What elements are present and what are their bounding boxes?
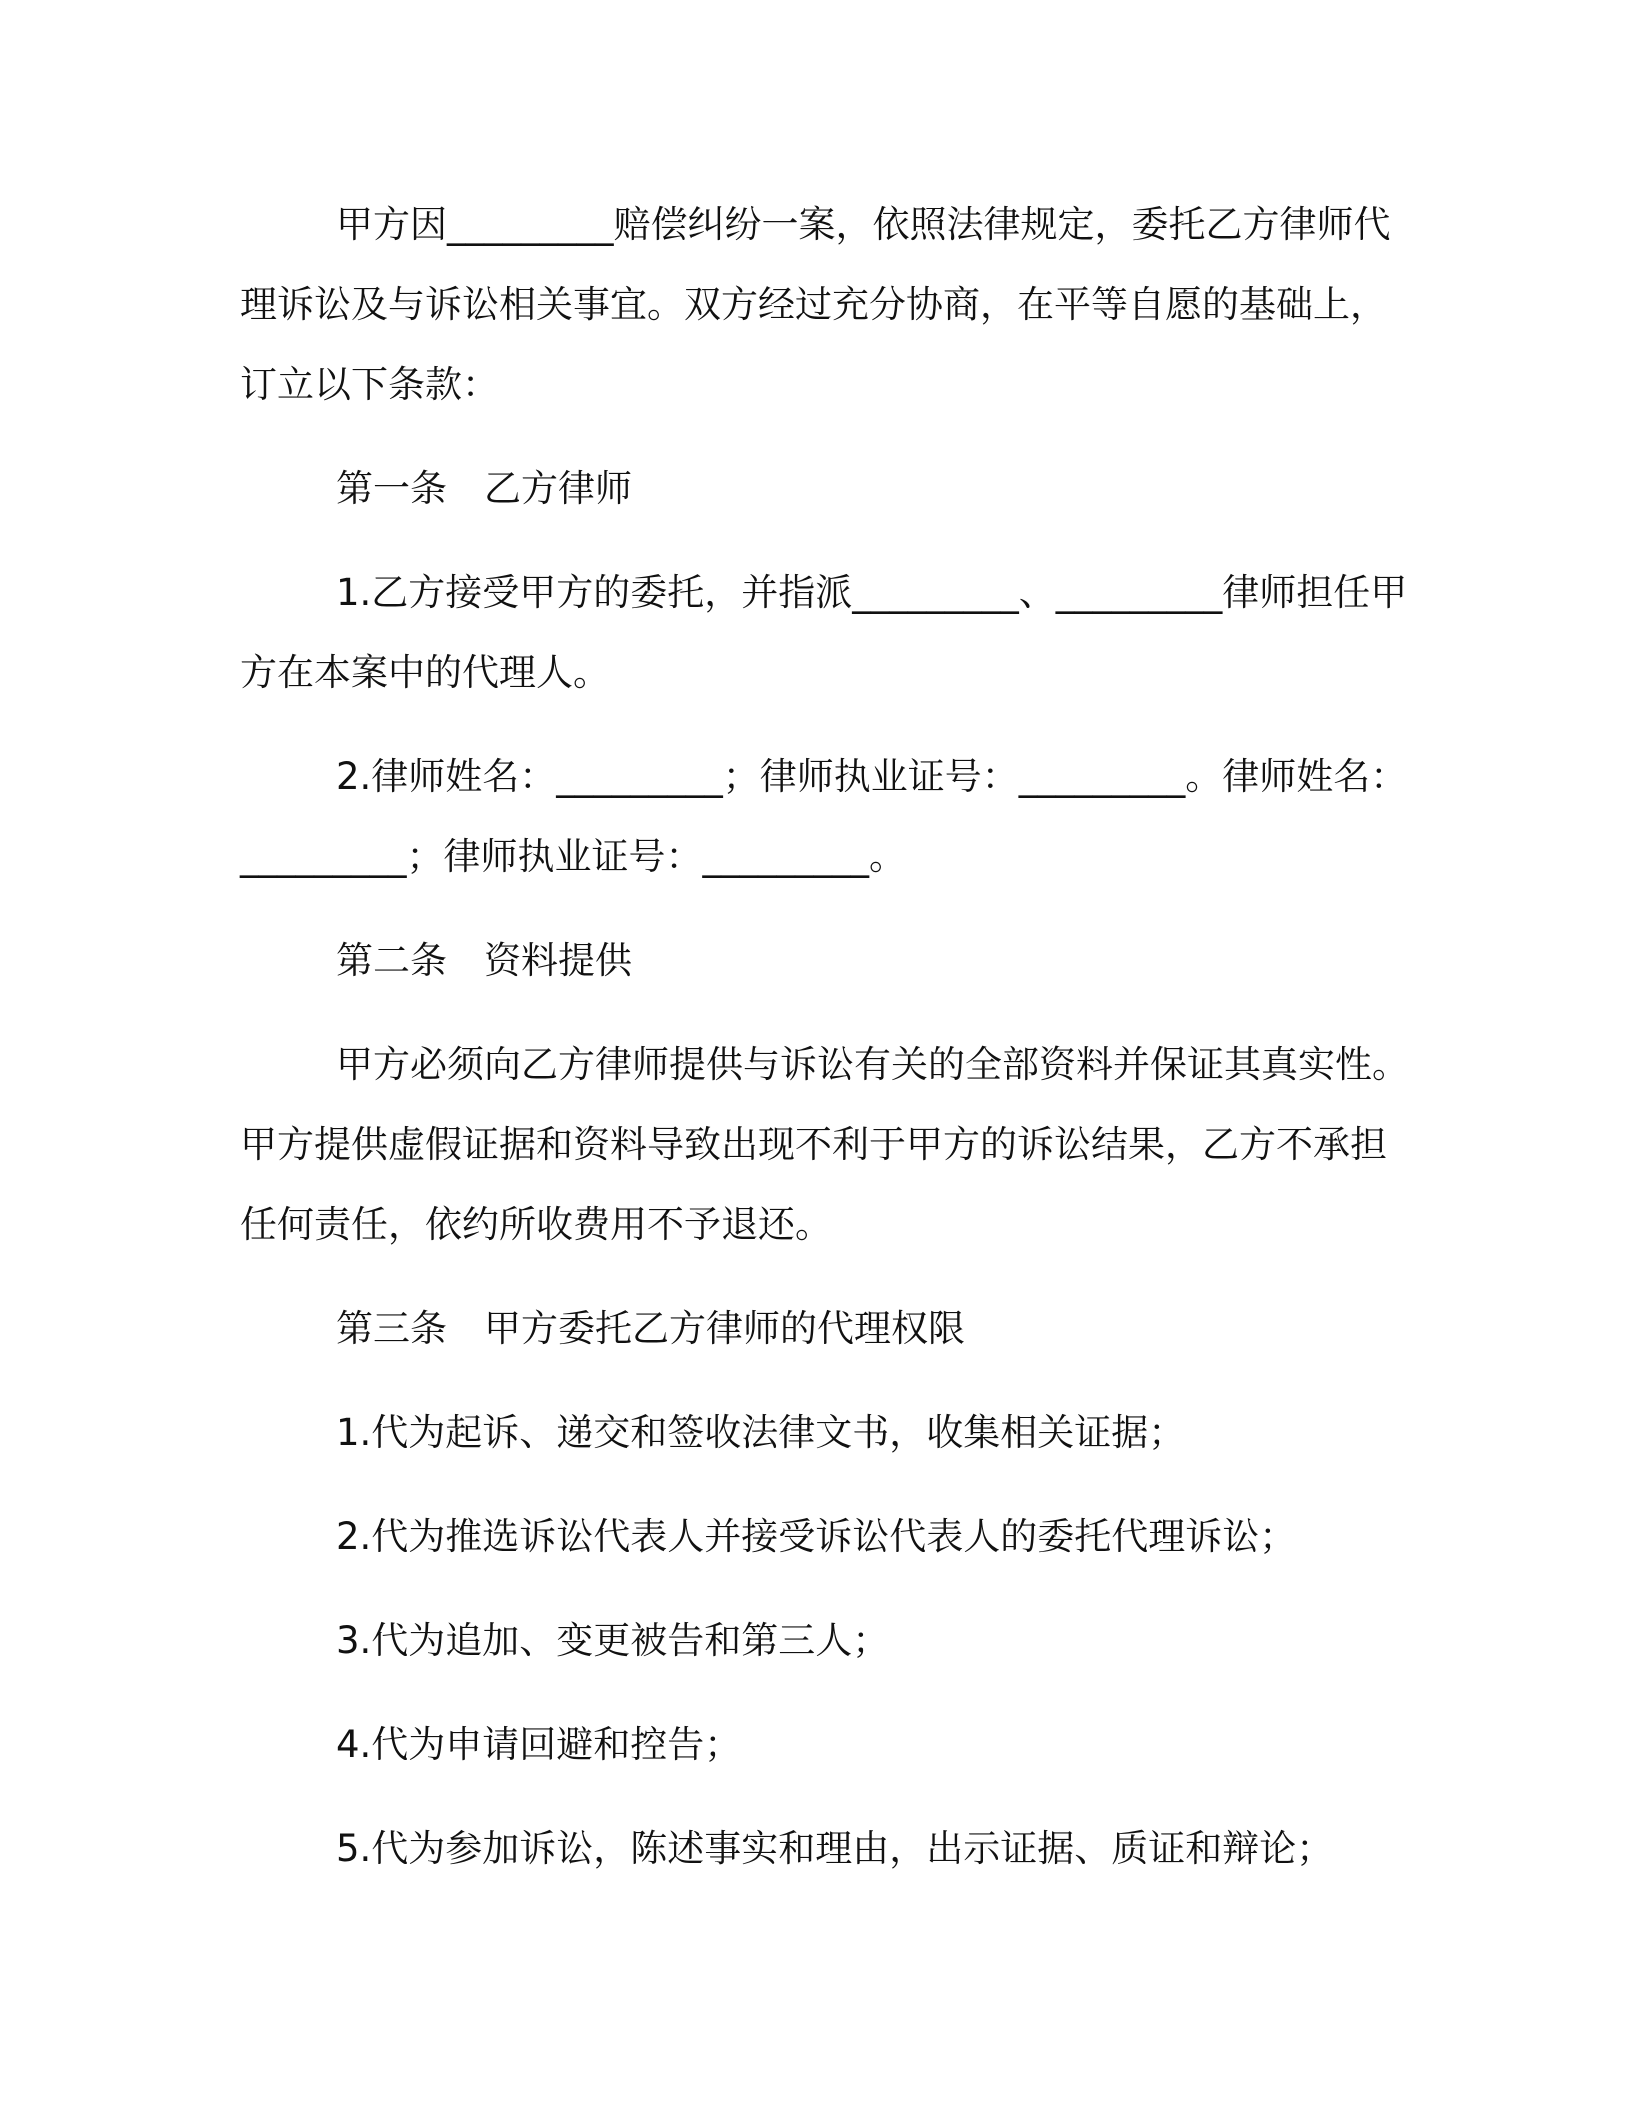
article-1-heading: 第一条 乙方律师 xyxy=(336,467,632,510)
document-body xyxy=(240,185,1410,1913)
article-3-item: 3.代为追加、变更被告和第三人； xyxy=(336,1619,890,1662)
article-3-item: 4.代为申请回避和控告； xyxy=(336,1723,742,1766)
article-1-clause-2: 2.律师姓名：_________；律师执业证号：_________。律师姓名：_________；律师执业证号：_________。 xyxy=(240,755,1408,878)
article-3-item: 5.代为参加诉讼，陈述事实和理由，出示证据、质证和辩论； xyxy=(336,1827,1334,1870)
article-3-item: 1.代为起诉、递交和签收法律文书，收集相关证据； xyxy=(336,1411,1186,1454)
intro-paragraph: 甲方因_________赔偿纠纷一案，依照法律规定，委托乙方律师代理诉讼及与诉讼相关事宜。双方经过充分协商，在平等自愿的基础上，订立以下条款： xyxy=(240,203,1391,406)
article-3-heading: 第三条 甲方委托乙方律师的代理权限 xyxy=(336,1307,965,1350)
article-3-item: 2.代为推选诉讼代表人并接受诉讼代表人的委托代理诉讼； xyxy=(336,1515,1297,1558)
article-1-clause-1: 1.乙方接受甲方的委托，并指派_________、_________律师担任甲方在本案中的代理人。 xyxy=(240,571,1408,694)
article-2-heading: 第二条 资料提供 xyxy=(336,939,632,982)
article-2-paragraph: 甲方必须向乙方律师提供与诉讼有关的全部资料并保证其真实性。甲方提供虚假证据和资料导致出现不利于甲方的诉讼结果，乙方不承担任何责任，依约所收费用不予退还。 xyxy=(240,1043,1409,1246)
